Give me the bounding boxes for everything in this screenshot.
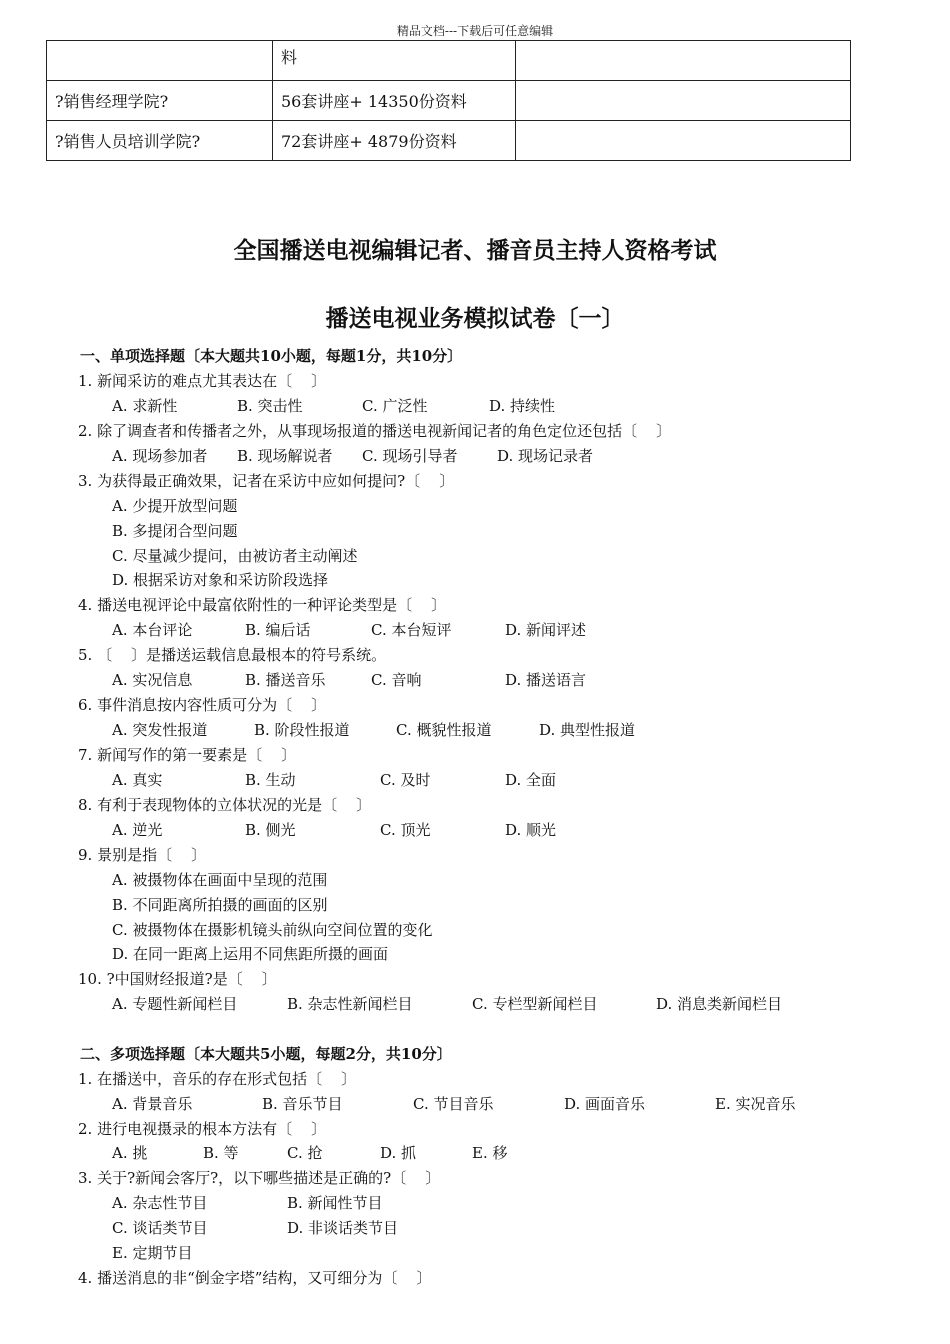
option: A. 现场参加者 [112,447,208,465]
option: B. 新闻性节目 [287,1194,383,1212]
question-6: 6. 事件消息按内容性质可分为〔 〕 [78,696,327,714]
option: C. 本台短评 [371,621,452,639]
table-cell [47,41,273,81]
option: C. 谈话类节目 [112,1219,208,1237]
section-heading-single-choice: 一、单项选择题〔本大题共10小题，每题1分，共10分〕 [80,347,463,365]
section-heading-multiple-choice: 二、多项选择题〔本大题共5小题，每题2分，共10分〕 [80,1045,452,1063]
option: C. 节目音乐 [413,1095,494,1113]
option: D. 画面音乐 [564,1095,646,1113]
table-row [47,121,851,161]
option: A. 本台评论 [112,621,193,639]
table-row [47,41,851,81]
option: B. 阶段性报道 [254,721,350,739]
option: D. 非谈话类节目 [287,1219,399,1237]
option: B. 现场解说者 [237,447,333,465]
option: B. 音乐节目 [262,1095,343,1113]
option: B. 不同距离所拍摄的画面的区别 [112,896,328,914]
option: D. 持续性 [489,397,556,415]
option: A. 实况信息 [112,671,193,689]
table-cell: ?销售经理学院? [47,81,273,121]
option: B. 多提闭合型问题 [112,522,238,540]
table-cell [516,41,851,81]
table-row [47,81,851,121]
option: B. 侧光 [245,821,296,839]
option: C. 抢 [287,1144,323,1162]
option: D. 全面 [505,771,557,789]
option: A. 真实 [112,771,163,789]
option: B. 播送音乐 [245,671,326,689]
question-8: 8. 有利于表现物体的立体状况的光是〔 〕 [78,796,372,814]
option: B. 编后话 [245,621,311,639]
option: C. 顶光 [380,821,431,839]
table-cell: ?销售人员培训学院? [47,121,273,161]
option: A. 专题性新闻栏目 [112,995,238,1013]
question-2: 2. 除了调查者和传播者之外，从事现场报道的播送电视新闻记者的角色定位还包括〔 〕 [78,422,672,440]
option: A. 背景音乐 [112,1095,193,1113]
option: A. 杂志性节目 [112,1194,208,1212]
option: A. 少提开放型问题 [112,497,238,515]
exam-title: 全国播送电视编辑记者、播音员主持人资格考试 [233,237,717,264]
question-9: 9. 景别是指〔 〕 [78,846,207,864]
option: A. 被摄物体在画面中呈现的范围 [112,871,328,889]
multi-question-2: 2. 进行电视摄录的根本方法有〔 〕 [78,1120,327,1138]
option: E. 移 [472,1144,508,1162]
resource-table [46,40,851,161]
option: B. 突击性 [237,397,303,415]
option: C. 及时 [380,771,431,789]
option: C. 现场引导者 [362,447,458,465]
option: D. 现场记录者 [497,447,594,465]
question-4: 4. 播送电视评论中最富依附性的一种评论类型是〔 〕 [78,596,447,614]
page-header: 精品文档---下载后可任意编辑 [396,24,554,38]
option: C. 尽量减少提问，由被访者主动阐述 [112,547,358,565]
option: C. 广泛性 [362,397,428,415]
option: D. 新闻评述 [505,621,587,639]
option: A. 逆光 [112,821,163,839]
question-5: 5. 〔 〕是播送运载信息最根本的符号系统。 [78,646,387,664]
option: D. 播送语言 [505,671,587,689]
table-cell: 56套讲座+ 14350份资料 [273,81,516,121]
option: E. 实况音乐 [715,1095,796,1113]
option: B. 生动 [245,771,296,789]
option: B. 等 [203,1144,239,1162]
option: D. 典型性报道 [539,721,636,739]
question-3: 3. 为获得最正确效果，记者在采访中应如何提问?〔 〕 [78,472,455,490]
option: C. 被摄物体在摄影机镜头前纵向空间位置的变化 [112,921,433,939]
question-10: 10. ?中国财经报道?是〔 〕 [78,970,277,988]
multi-question-1: 1. 在播送中，音乐的存在形式包括〔 〕 [78,1070,357,1088]
question-1: 1. 新闻采访的难点尤其表达在〔 〕 [78,372,327,390]
table-cell: 料 [273,41,516,81]
option: A. 挑 [112,1144,148,1162]
table-cell [516,121,851,161]
table-cell [516,81,851,121]
option: D. 抓 [380,1144,417,1162]
option: A. 突发性报道 [112,721,208,739]
option: E. 定期节目 [112,1244,193,1262]
option: B. 杂志性新闻栏目 [287,995,413,1013]
option: D. 消息类新闻栏目 [656,995,783,1013]
multi-question-3: 3. 关于?新闻会客厅?，以下哪些描述是正确的?〔 〕 [78,1169,441,1187]
multi-question-4: 4. 播送消息的非“倒金字塔”结构，又可细分为〔 〕 [78,1269,432,1287]
table-cell: 72套讲座+ 4879份资料 [273,121,516,161]
option: C. 专栏型新闻栏目 [472,995,598,1013]
option: A. 求新性 [112,397,178,415]
option: D. 根据采访对象和采访阶段选择 [112,571,329,589]
option: C. 概貌性报道 [396,721,492,739]
option: C. 音响 [371,671,422,689]
paper-title: 播送电视业务模拟试卷〔一〕 [325,305,625,332]
option: D. 顺光 [505,821,557,839]
question-7: 7. 新闻写作的第一要素是〔 〕 [78,746,297,764]
option: D. 在同一距离上运用不同焦距所摄的画面 [112,945,389,963]
